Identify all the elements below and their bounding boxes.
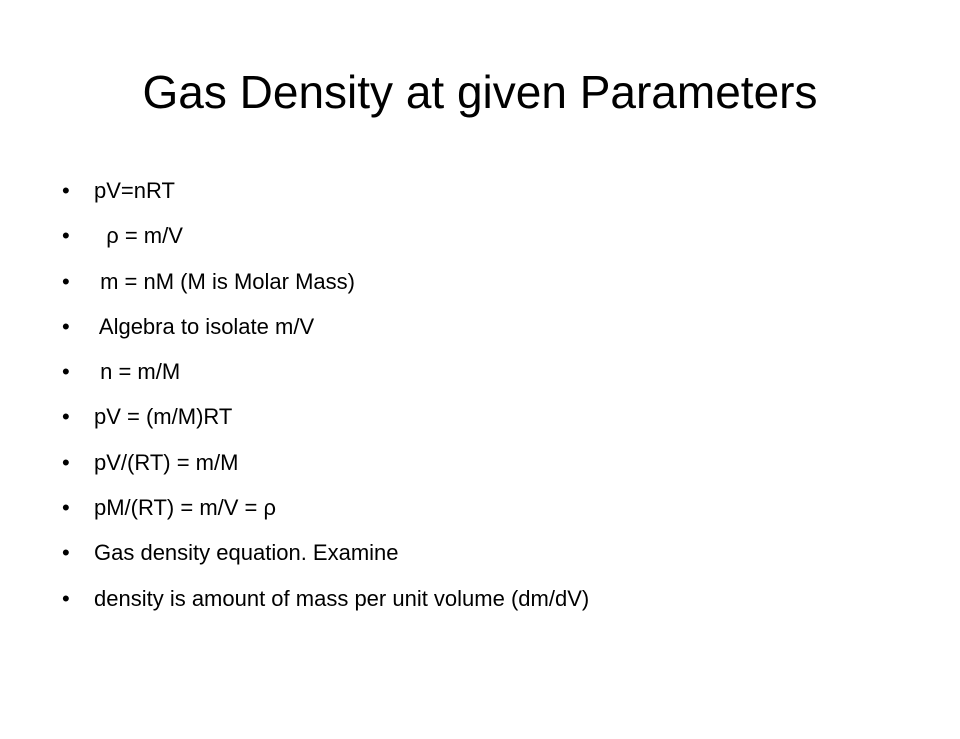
bullet-item	[62, 171, 942, 216]
bullet-item	[62, 488, 942, 533]
bullet-item	[62, 443, 942, 488]
bullet-item	[62, 397, 942, 442]
bullet-item	[62, 352, 942, 397]
bullet-text: density is amount of mass per unit volume (dm/dV)	[94, 585, 590, 611]
bullet-text: n = m/M	[94, 359, 181, 385]
bullet-dot: •	[62, 449, 70, 475]
bullet-item	[62, 307, 942, 352]
bullet-item	[62, 262, 942, 307]
bullet-dot: •	[62, 313, 70, 339]
bullet-text: m = nM (M is Molar Mass)	[94, 268, 355, 294]
bullet-dot: •	[62, 585, 70, 611]
bullet-text: pV=nRT	[94, 178, 175, 203]
bullet-item	[62, 533, 942, 578]
bullet-item	[62, 216, 942, 261]
bullet-dot: •	[62, 495, 70, 521]
bullet-dot: •	[62, 223, 70, 249]
bullet-text: pV = (m/M)RT	[94, 404, 233, 430]
bullet-list	[62, 171, 942, 624]
bullet-dot: •	[62, 268, 70, 294]
bullet-text: ρ = m/V	[94, 223, 183, 249]
bullet-text: pV/(RT) = m/M	[94, 449, 239, 475]
bullet-dot: •	[62, 178, 70, 203]
bullet-item	[62, 579, 942, 624]
bullet-dot: •	[62, 404, 70, 430]
bullet-dot: •	[62, 359, 70, 385]
bullet-dot: •	[62, 540, 70, 566]
bullet-text: Gas density equation. Examine	[94, 540, 399, 566]
bullet-text: pM/(RT) = m/V = ρ	[94, 495, 277, 521]
bullet-text: Algebra to isolate m/V	[94, 313, 315, 339]
slide-title: Gas Density at given Parameters	[142, 66, 818, 118]
